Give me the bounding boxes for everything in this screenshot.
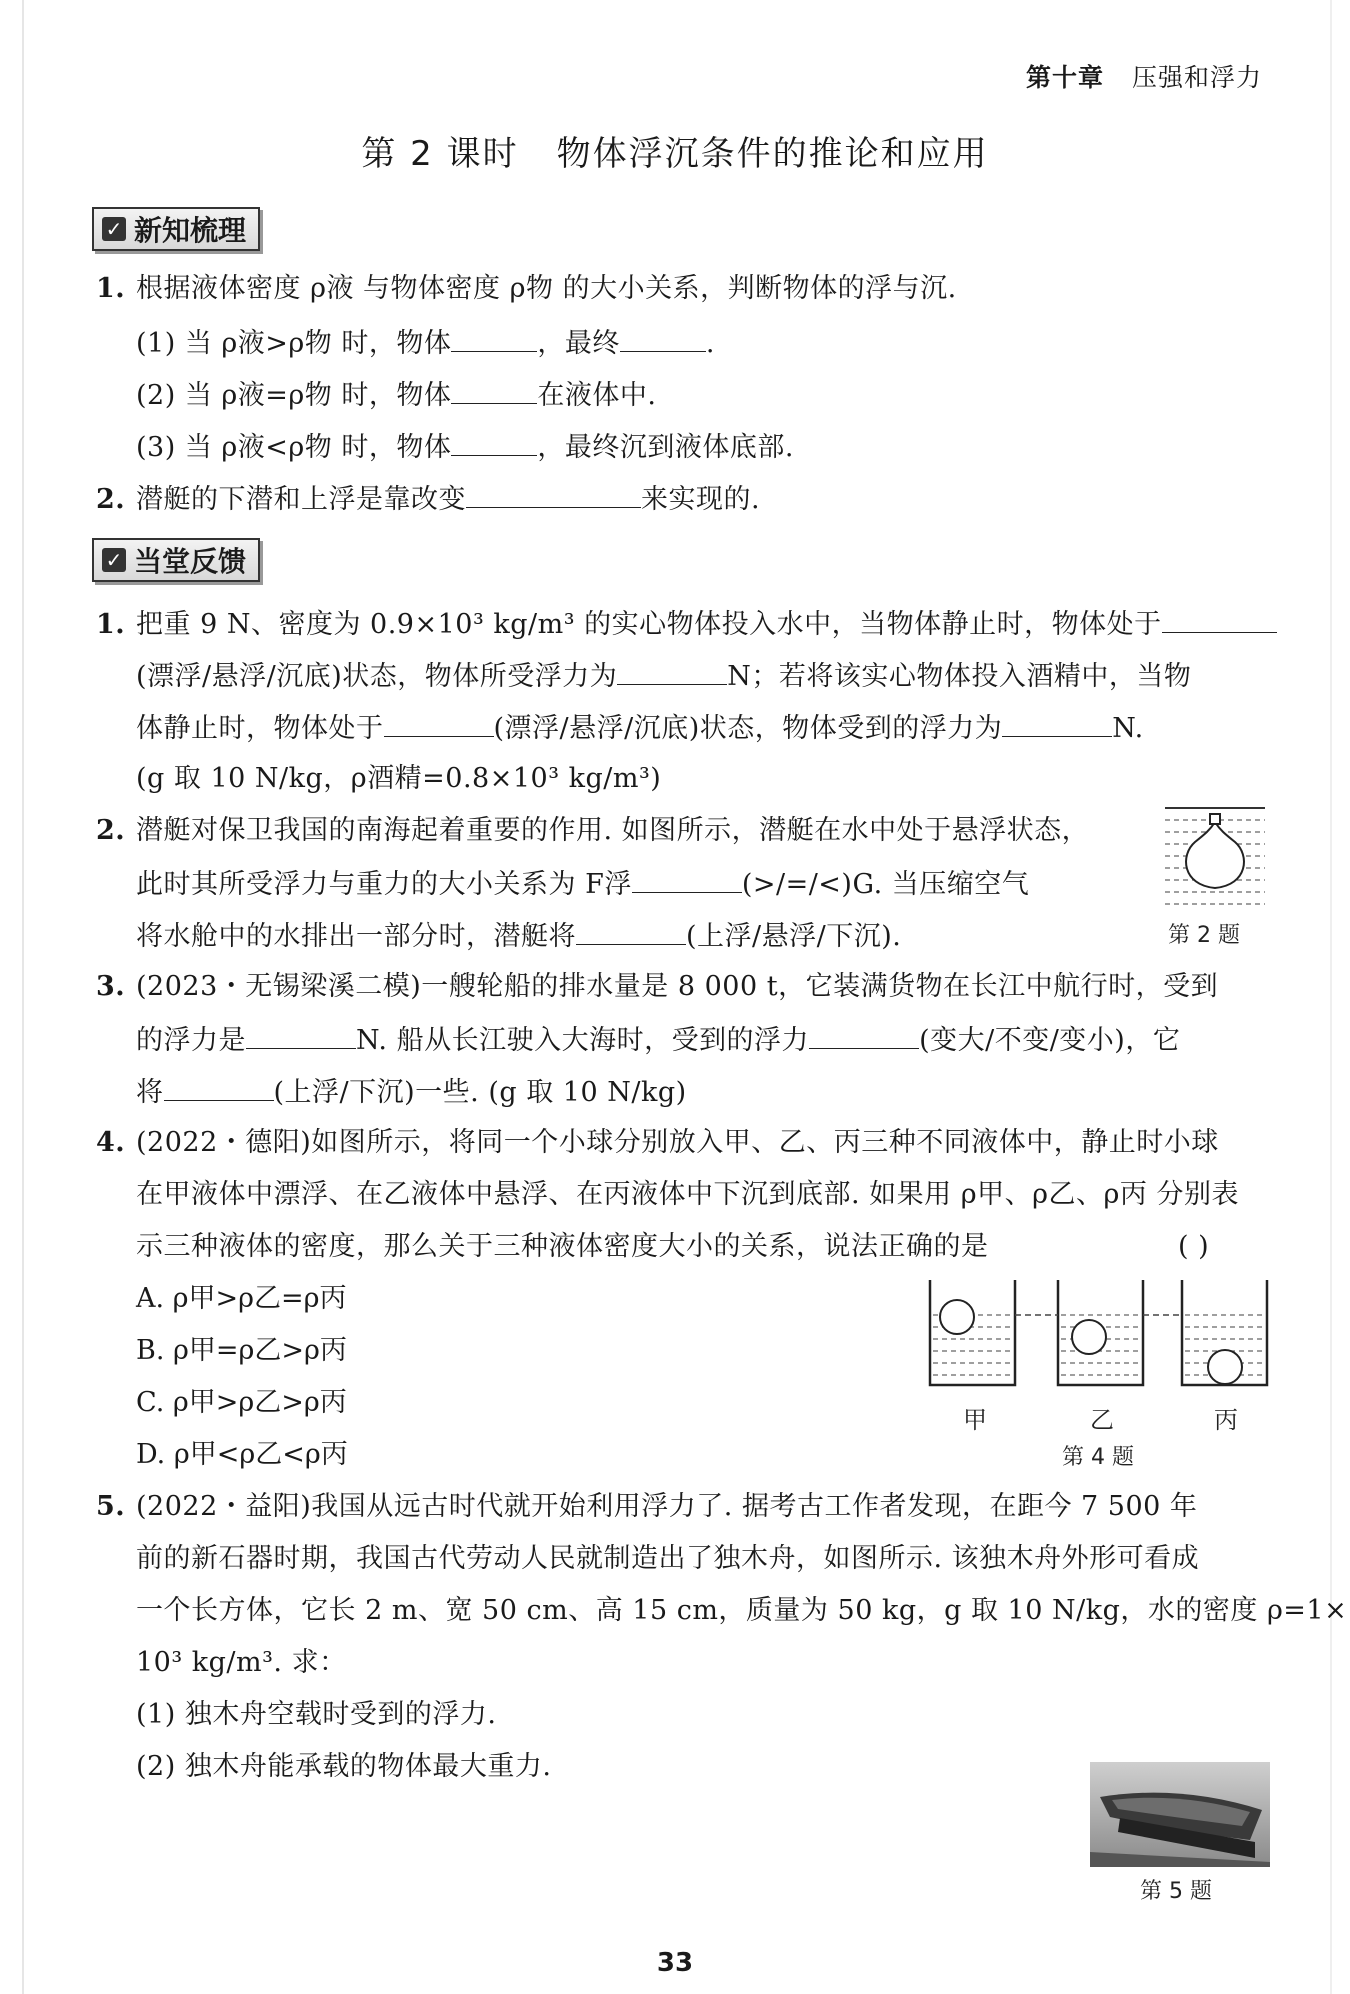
feedback-q5-sub2 xyxy=(136,1750,551,1784)
answer-blank[interactable] xyxy=(809,1022,919,1049)
checkbox-icon: ✓ xyxy=(102,217,126,241)
page-edge-right xyxy=(1330,0,1332,1994)
feedback-q1-line4 xyxy=(136,762,661,796)
question-text: 在甲液体中漂浮、在乙液体中悬浮、在丙液体中下沉到底部. 如果用 ρ甲、ρ乙、ρ丙 分别表 xyxy=(136,1179,1239,1210)
item-text: ，最终沉到液体底部. xyxy=(537,432,794,463)
option-a[interactable]: A. ρ甲>ρ乙=ρ丙 xyxy=(136,1283,347,1314)
feedback-q1-line2 xyxy=(136,658,1191,694)
answer-blank[interactable] xyxy=(451,429,537,456)
figure-caption: 第 2 题 xyxy=(1168,923,1240,948)
question-text: N. 船从长江驶入大海时，受到的浮力 xyxy=(356,1025,810,1056)
question-number: 2. xyxy=(96,484,126,515)
lesson-number: 第 2 课时 xyxy=(361,134,519,174)
item-text: (1) 当 ρ液>ρ物 时，物体 xyxy=(136,328,452,359)
question-text: 10³ kg/m³. 求： xyxy=(136,1647,347,1678)
answer-blank[interactable] xyxy=(1002,710,1112,737)
lesson-topic: 物体浮沉条件的推论和应用 xyxy=(556,134,989,174)
feedback-q1-line3 xyxy=(136,710,1144,746)
question-text: 潜艇对保卫我国的南海起着重要的作用. 如图所示，潜艇在水中处于悬浮状态， xyxy=(136,815,1090,846)
answer-blank[interactable] xyxy=(384,710,494,737)
answer-blank[interactable] xyxy=(246,1022,356,1049)
figure-caption: 第 5 题 xyxy=(1140,1879,1212,1904)
question-text: (变大/不变/变小)，它 xyxy=(919,1025,1181,1056)
beakers-figure xyxy=(925,1275,1275,1395)
section-new-knowledge xyxy=(92,207,260,251)
knowledge-q1-item3 xyxy=(136,429,794,465)
question-text: 前的新石器时期，我国古代劳动人民就制造出了独木舟，如图所示. 该独木舟外形可看成 xyxy=(136,1543,1200,1574)
feedback-q5-line4 xyxy=(136,1646,347,1680)
answer-blank[interactable] xyxy=(451,377,537,404)
item-text: (2) 当 ρ液=ρ物 时，物体 xyxy=(136,380,452,411)
question-text: (1) 独木舟空载时受到的浮力. xyxy=(136,1699,497,1730)
answer-bracket[interactable]: ( ) xyxy=(1178,1231,1210,1262)
section-feedback xyxy=(92,538,260,582)
beaker-jia xyxy=(930,1280,1015,1385)
feedback-q5-line2 xyxy=(136,1542,1199,1576)
question-text: (2) 独木舟能承载的物体最大重力. xyxy=(136,1751,552,1782)
figure-caption: 第 4 题 xyxy=(1062,1445,1134,1470)
answer-blank[interactable] xyxy=(620,325,706,352)
question-text: 此时其所受浮力与重力的大小关系为 F浮 xyxy=(136,869,632,900)
option-b[interactable]: B. ρ甲=ρ乙>ρ丙 xyxy=(136,1335,347,1366)
question-number: 5. xyxy=(96,1491,126,1522)
question-text: 示三种液体的密度，那么关于三种液体密度大小的关系，说法正确的是 xyxy=(136,1231,989,1262)
question-text: 来实现的. xyxy=(641,484,761,515)
item-text: 在液体中. xyxy=(537,380,657,411)
knowledge-q1-item2 xyxy=(136,377,656,413)
item-text: (3) 当 ρ液<ρ物 时，物体 xyxy=(136,432,452,463)
feedback-q4-line2 xyxy=(136,1178,1239,1212)
feedback-q4-line3 xyxy=(136,1230,989,1264)
answer-blank[interactable] xyxy=(164,1074,274,1101)
question-text: N；若将该实心物体投入酒精中，当物 xyxy=(727,661,1192,692)
chapter-number: 第十章 xyxy=(1025,63,1104,92)
question-number: 3. xyxy=(96,971,126,1002)
knowledge-q1-item1 xyxy=(136,325,715,361)
question-text: (g 取 10 N/kg，ρ酒精=0.8×10³ kg/m³) xyxy=(136,763,662,794)
question-text: (漂浮/悬浮/沉底)状态，物体所受浮力为 xyxy=(136,661,618,692)
chapter-header xyxy=(1026,58,1262,94)
question-number: 4. xyxy=(96,1127,126,1158)
question-number: 1. xyxy=(96,609,126,640)
question-text: 把重 9 N、密度为 0.9×10³ kg/m³ 的实心物体投入水中，当物体静止时，物体处于 xyxy=(136,609,1162,640)
submarine-figure xyxy=(1160,800,1270,915)
answer-blank[interactable] xyxy=(617,658,727,685)
feedback-q2-line1 xyxy=(96,814,1089,848)
feedback-q3-line2 xyxy=(136,1022,1180,1058)
question-text: (漂浮/悬浮/沉底)状态，物体受到的浮力为 xyxy=(493,713,1003,744)
feedback-q2-line2 xyxy=(136,866,1029,902)
beaker-bing xyxy=(1182,1280,1267,1385)
answer-blank[interactable] xyxy=(1162,606,1277,633)
feedback-q2-line3 xyxy=(136,918,901,954)
question-text: 将 xyxy=(136,1077,164,1108)
question-text: (上浮/下沉)一些. (g 取 10 N/kg) xyxy=(273,1077,687,1108)
lesson-title xyxy=(0,126,1350,175)
answer-blank[interactable] xyxy=(451,325,537,352)
feedback-q3-line1 xyxy=(96,970,1218,1004)
question-text: (2022・德阳)如图所示，将同一个小球分别放入甲、乙、丙三种不同液体中，静止时小球 xyxy=(136,1127,1219,1158)
feedback-q5-line1 xyxy=(96,1490,1197,1524)
section-title: 新知梳理 xyxy=(134,214,247,247)
page-edge-left xyxy=(22,0,24,1994)
question-text: 一个长方体，它长 2 m、宽 50 cm、高 15 cm，质量为 50 kg，g 取 10 N/kg，水的密度 ρ=1× xyxy=(136,1595,1348,1626)
knowledge-q2 xyxy=(96,481,760,517)
question-text: (>/=/<)G. 当压缩空气 xyxy=(741,869,1030,900)
question-number: 1. xyxy=(96,273,126,304)
question-text: 将水舱中的水排出一部分时，潜艇将 xyxy=(136,921,576,952)
item-text: ，最终 xyxy=(537,328,620,359)
question-text: (2022・益阳)我国从远古时代就开始利用浮力了. 据考古工作者发现，在距今 7 500 年 xyxy=(136,1491,1198,1522)
feedback-q5-sub1 xyxy=(136,1698,496,1732)
option-c[interactable]: C. ρ甲>ρ乙>ρ丙 xyxy=(136,1387,347,1418)
feedback-q5-line3 xyxy=(136,1594,1347,1628)
answer-blank[interactable] xyxy=(632,866,742,893)
question-text: 潜艇的下潜和上浮是靠改变 xyxy=(136,484,466,515)
item-text: . xyxy=(705,328,715,359)
beaker-yi xyxy=(1058,1280,1143,1385)
answer-blank[interactable] xyxy=(466,481,641,508)
page-number: 33 xyxy=(656,1948,694,1978)
beaker-label-jia: 甲 xyxy=(963,1406,987,1434)
question-number: 2. xyxy=(96,815,126,846)
beaker-label-yi: 乙 xyxy=(1090,1406,1114,1434)
canoe-photo xyxy=(1090,1762,1270,1867)
feedback-q3-line3 xyxy=(136,1074,687,1110)
question-text: 根据液体密度 ρ液 与物体密度 ρ物 的大小关系，判断物体的浮与沉. xyxy=(136,273,957,304)
checkbox-icon: ✓ xyxy=(102,548,126,572)
feedback-q4-line1 xyxy=(96,1126,1219,1160)
knowledge-q1 xyxy=(96,272,957,306)
section-title: 当堂反馈 xyxy=(134,545,247,578)
question-text: (上浮/悬浮/下沉). xyxy=(686,921,902,952)
question-text: N. xyxy=(1112,713,1144,744)
answer-blank[interactable] xyxy=(576,918,686,945)
chapter-name: 压强和浮力 xyxy=(1131,63,1262,92)
feedback-q1-line1 xyxy=(96,606,1277,642)
question-text: (2023・无锡梁溪二模)一艘轮船的排水量是 8 000 t，它装满货物在长江中航行时，受到 xyxy=(136,971,1219,1002)
question-text: 的浮力是 xyxy=(136,1025,246,1056)
beaker-label-bing: 丙 xyxy=(1214,1406,1238,1434)
option-d[interactable]: D. ρ甲<ρ乙<ρ丙 xyxy=(136,1439,348,1470)
question-text: 体静止时，物体处于 xyxy=(136,713,384,744)
